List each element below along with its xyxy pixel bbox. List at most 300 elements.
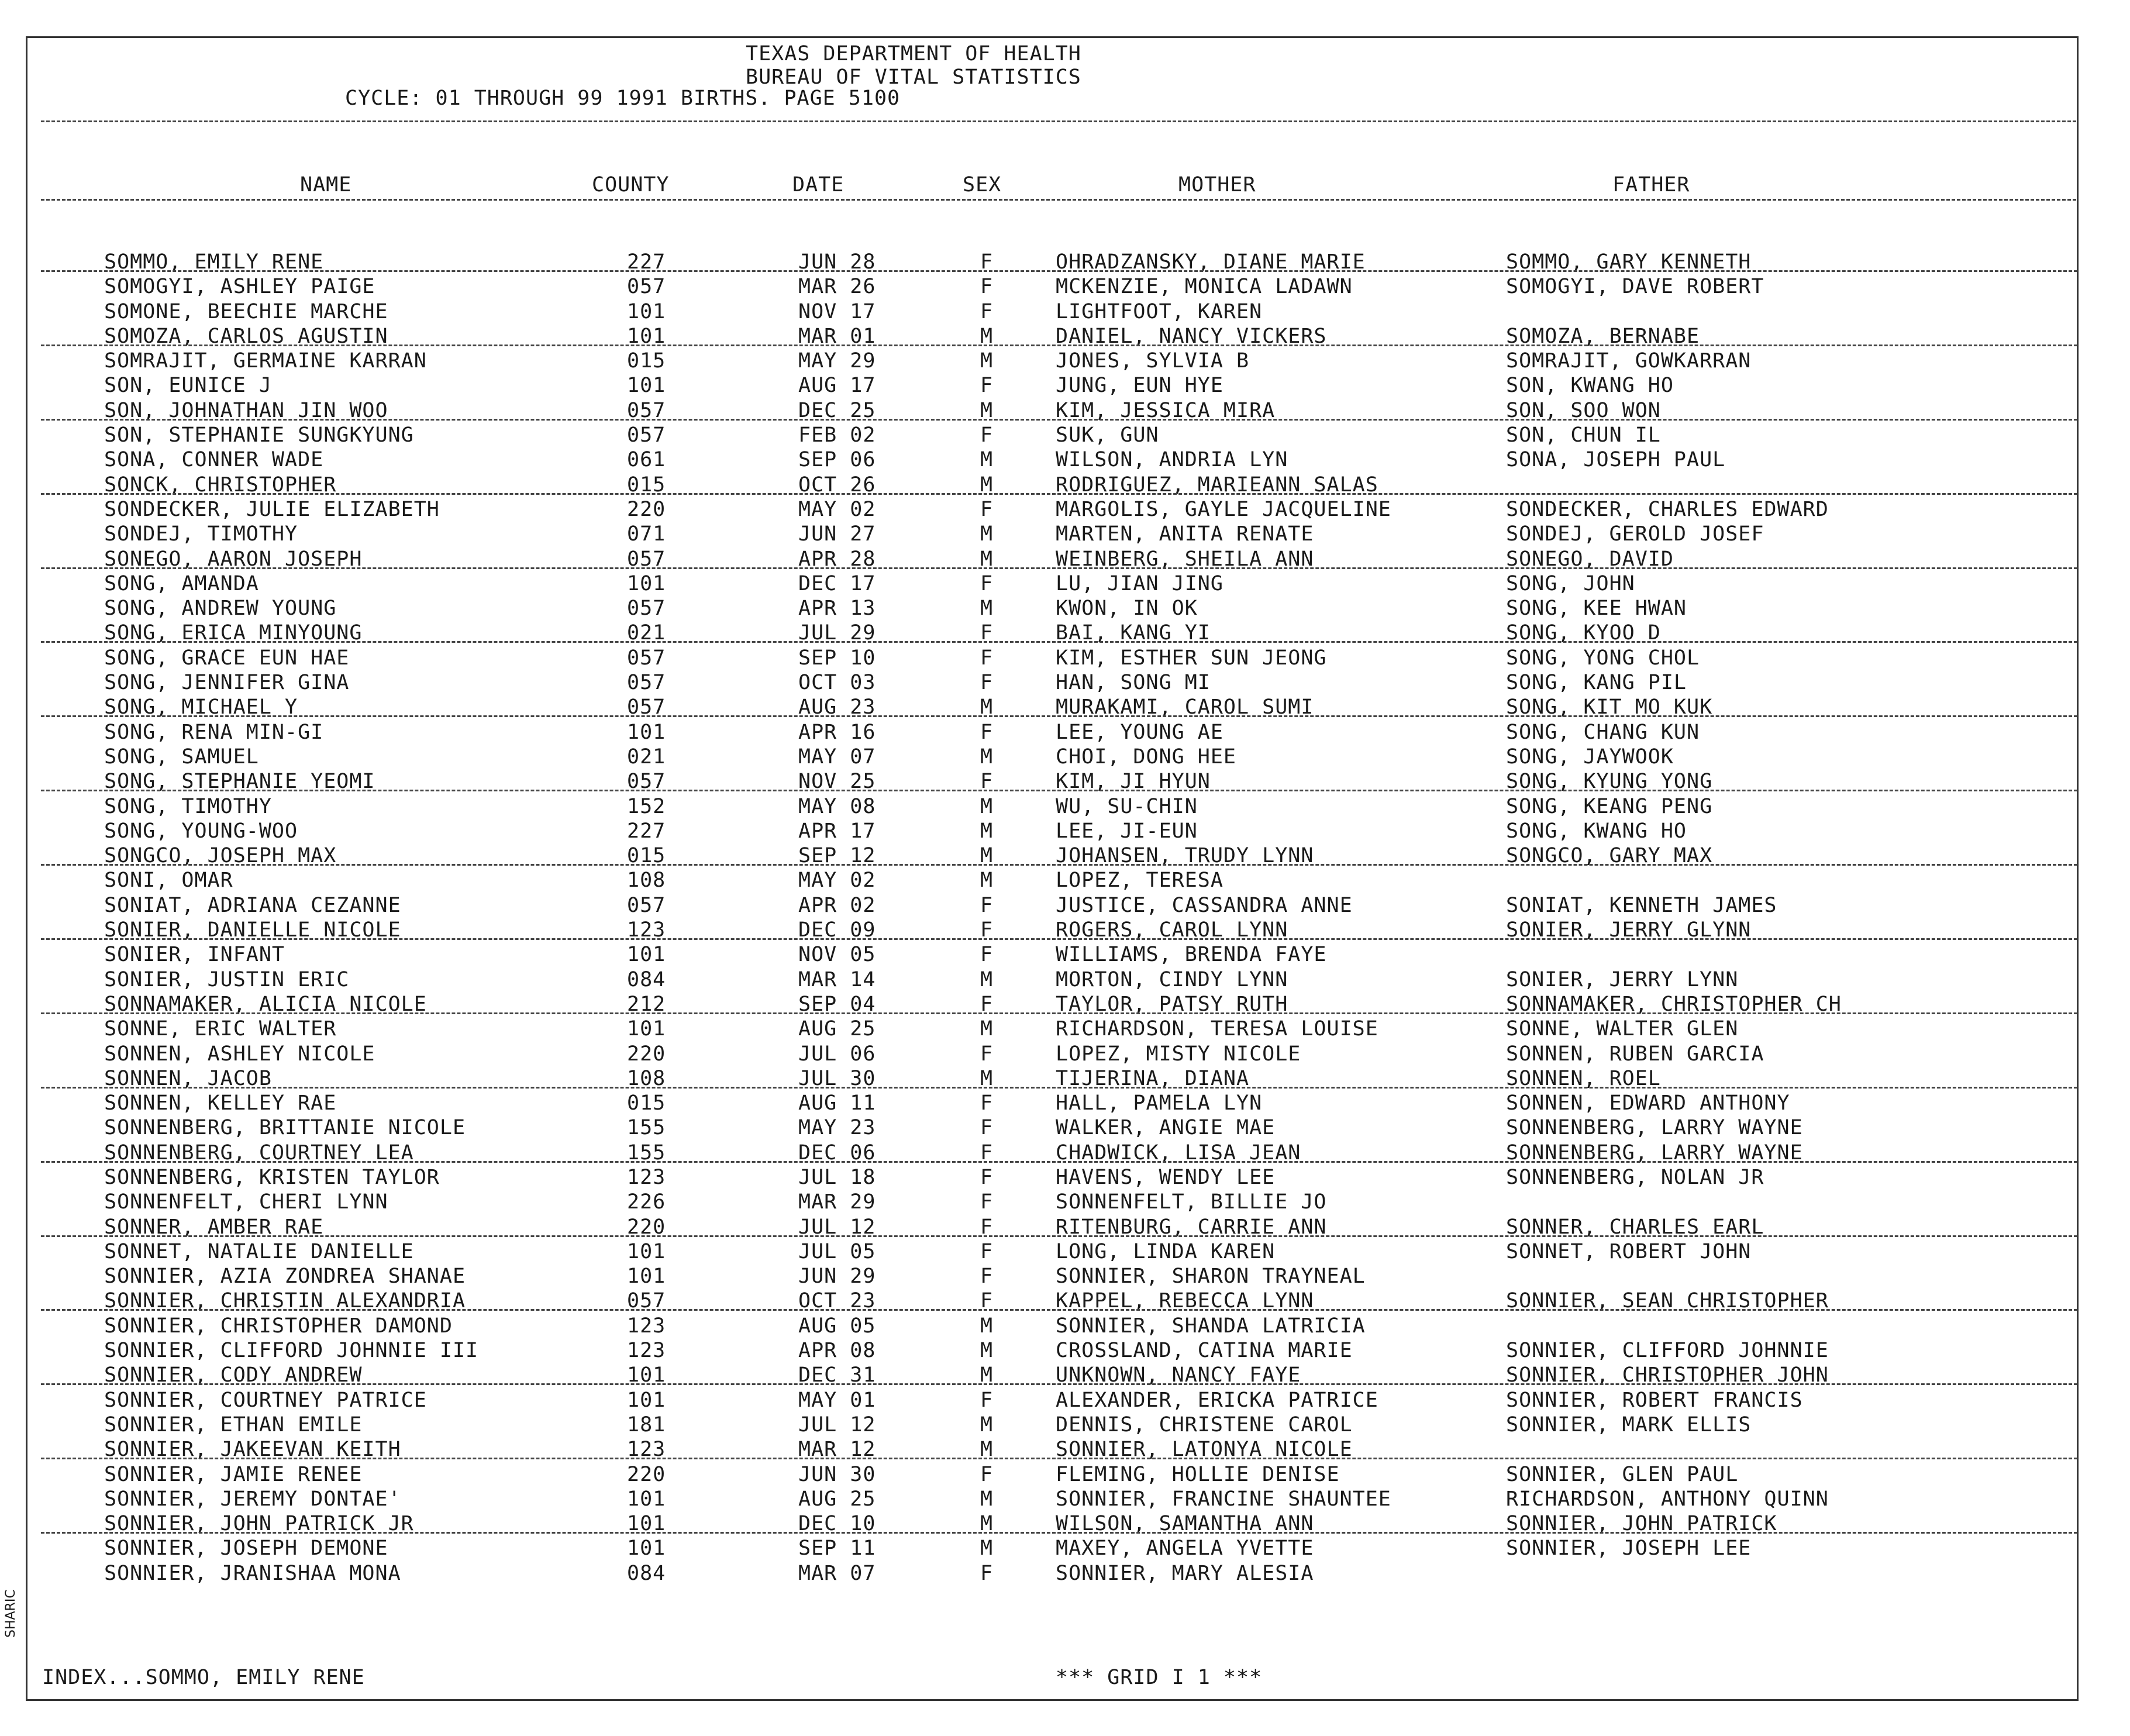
cell-county: 057: [627, 547, 666, 571]
cell-sex: M: [980, 547, 994, 571]
cell-date: APR 17: [798, 819, 876, 843]
cell-mother: WILLIAMS, BRENDA FAYE: [1056, 943, 1327, 967]
cell-father: SONNIER, GLEN PAUL: [1506, 1462, 1739, 1486]
cell-mother: WEINBERG, SHEILA ANN: [1056, 547, 1314, 571]
cell-sex: F: [980, 992, 994, 1016]
cell-date: DEC 25: [798, 398, 876, 422]
table-row: [0, 275, 2130, 299]
cell-mother: LEE, JI-EUN: [1056, 819, 1198, 843]
cell-county: 015: [627, 349, 666, 373]
cell-sex: M: [980, 448, 994, 472]
cell-sex: F: [980, 770, 994, 794]
cell-sex: F: [980, 1190, 994, 1214]
cell-county: 057: [627, 1289, 666, 1313]
cell-name: SONIER, JUSTIN ERIC: [104, 967, 350, 991]
cell-county: 101: [627, 1363, 666, 1387]
cell-county: 123: [627, 918, 666, 942]
cell-sex: M: [980, 869, 994, 893]
cell-name: SONNIER, JAKEEVAN KEITH: [104, 1438, 401, 1462]
cell-sex: F: [980, 1042, 994, 1066]
table-row: [0, 1215, 2130, 1240]
cell-county: 227: [627, 250, 666, 274]
cell-father: SONNET, ROBERT JOHN: [1506, 1239, 1752, 1263]
cell-father: SONNEN, ROEL: [1506, 1066, 1661, 1090]
cell-mother: MCKENZIE, MONICA LADAWN: [1056, 275, 1353, 299]
cell-name: SONNIER, CODY ANDREW: [104, 1363, 363, 1387]
cell-date: MAY 23: [798, 1116, 876, 1140]
column-header-name: NAME: [300, 173, 352, 197]
cell-name: SONCK, CHRISTOPHER: [104, 473, 337, 497]
table-row: [0, 1042, 2130, 1067]
cell-sex: F: [980, 1239, 994, 1263]
cell-father: SONG, KYOO D: [1506, 621, 1661, 645]
cell-sex: F: [980, 1165, 994, 1189]
cell-date: MAY 01: [798, 1388, 876, 1412]
table-row: [0, 1438, 2130, 1462]
side-label: SHARIC: [4, 1589, 18, 1638]
cell-mother: CHADWICK, LISA JEAN: [1056, 1141, 1301, 1165]
cell-mother: ALEXANDER, ERICKA PATRICE: [1056, 1388, 1378, 1412]
cell-name: SONNIER, JOSEPH DEMONE: [104, 1537, 388, 1561]
cell-date: MAR 07: [798, 1561, 876, 1585]
cell-county: 101: [627, 299, 666, 323]
cell-father: SONNIER, SEAN CHRISTOPHER: [1506, 1289, 1829, 1313]
cell-date: JUL 05: [798, 1239, 876, 1263]
cell-sex: M: [980, 1363, 994, 1387]
cell-county: 155: [627, 1116, 666, 1140]
cell-mother: RITENBURG, CARRIE ANN: [1056, 1215, 1327, 1239]
cell-sex: M: [980, 967, 994, 991]
cell-county: 101: [627, 374, 666, 398]
cell-sex: M: [980, 844, 994, 868]
index-footer: INDEX...SOMMO, EMILY RENE: [42, 1666, 365, 1689]
cell-county: 061: [627, 448, 666, 472]
table-row: [0, 695, 2130, 720]
table-row: [0, 993, 2130, 1017]
cell-sex: F: [980, 1289, 994, 1313]
table-row: [0, 819, 2130, 844]
cell-sex: F: [980, 423, 994, 447]
cell-sex: F: [980, 1116, 994, 1140]
cell-mother: OHRADZANSKY, DIANE MARIE: [1056, 250, 1366, 274]
cell-county: 101: [627, 1537, 666, 1561]
cell-mother: LU, JIAN JING: [1056, 571, 1223, 595]
table-row: [0, 844, 2130, 869]
cell-county: 084: [627, 1561, 666, 1585]
table-row: [0, 1289, 2130, 1314]
cell-sex: M: [980, 819, 994, 843]
column-header-sex: SEX: [963, 173, 1002, 197]
cell-sex: M: [980, 695, 994, 719]
cell-name: SONNIER, ETHAN EMILE: [104, 1413, 363, 1437]
cell-date: DEC 09: [798, 918, 876, 942]
column-header-county: COUNTY: [592, 173, 670, 197]
cell-county: 101: [627, 571, 666, 595]
cell-county: 101: [627, 1487, 666, 1511]
table-row: [0, 1389, 2130, 1413]
cell-date: MAY 07: [798, 745, 876, 769]
cell-date: SEP 06: [798, 448, 876, 472]
cell-sex: F: [980, 299, 994, 323]
cell-county: 212: [627, 992, 666, 1016]
table-row: [0, 374, 2130, 398]
cell-date: SEP 12: [798, 844, 876, 868]
table-row: [0, 498, 2130, 522]
cell-mother: SONNENFELT, BILLIE JO: [1056, 1190, 1327, 1214]
cell-county: 101: [627, 720, 666, 744]
cell-sex: F: [980, 621, 994, 645]
table-row: [0, 671, 2130, 695]
cell-name: SONNIER, JEREMY DONTAE': [104, 1487, 401, 1511]
cell-name: SONNIER, CHRISTIN ALEXANDRIA: [104, 1289, 466, 1313]
cell-county: 108: [627, 869, 666, 893]
cell-name: SONG, STEPHANIE YEOMI: [104, 770, 375, 794]
cell-date: APR 28: [798, 547, 876, 571]
cell-county: 057: [627, 893, 666, 917]
cell-sex: F: [980, 1388, 994, 1412]
cell-name: SONGCO, JOSEPH MAX: [104, 844, 337, 868]
column-header-divider: [41, 199, 2076, 201]
cell-sex: M: [980, 473, 994, 497]
cell-name: SONG, SAMUEL: [104, 745, 259, 769]
cell-date: JUL 30: [798, 1066, 876, 1090]
cell-county: 084: [627, 967, 666, 991]
cell-sex: M: [980, 597, 994, 621]
cell-county: 101: [627, 1265, 666, 1289]
cell-mother: MORTON, CINDY LYNN: [1056, 967, 1288, 991]
cell-mother: ROGERS, CAROL LYNN: [1056, 918, 1288, 942]
cell-county: 227: [627, 819, 666, 843]
cell-sex: F: [980, 275, 994, 299]
cell-father: SONG, KEANG PENG: [1506, 794, 1713, 818]
cell-name: SOMRAJIT, GERMAINE KARRAN: [104, 349, 427, 373]
table-row: [0, 943, 2130, 967]
cycle-line: CYCLE: 01 THROUGH 99 1991 BIRTHS. PAGE 5100: [345, 87, 901, 110]
cell-mother: RODRIGUEZ, MARIEANN SALAS: [1056, 473, 1378, 497]
cell-date: JUN 28: [798, 250, 876, 274]
cell-county: 123: [627, 1165, 666, 1189]
cell-name: SONDEJ, TIMOTHY: [104, 522, 298, 546]
cell-county: 071: [627, 522, 666, 546]
cell-mother: MURAKAMI, CAROL SUMI: [1056, 695, 1314, 719]
cell-sex: M: [980, 324, 994, 348]
cell-sex: F: [980, 671, 994, 695]
cell-father: SONGCO, GARY MAX: [1506, 844, 1713, 868]
cell-father: SOMRAJIT, GOWKARRAN: [1506, 349, 1752, 373]
table-row: [0, 968, 2130, 993]
cell-date: DEC 17: [798, 571, 876, 595]
cell-date: JUL 12: [798, 1413, 876, 1437]
cell-sex: M: [980, 1438, 994, 1462]
table-row: [0, 1363, 2130, 1388]
cell-sex: M: [980, 1487, 994, 1511]
cell-name: SONIAT, ADRIANA CEZANNE: [104, 893, 401, 917]
cell-date: MAY 02: [798, 869, 876, 893]
birth-records-table: [0, 250, 2130, 1586]
cell-mother: KIM, ESTHER SUN JEONG: [1056, 646, 1327, 670]
cell-name: SOMOGYI, ASHLEY PAIGE: [104, 275, 375, 299]
cell-father: SONG, KEE HWAN: [1506, 597, 1687, 621]
cell-name: SONG, GRACE EUN HAE: [104, 646, 350, 670]
cell-date: NOV 05: [798, 943, 876, 967]
cell-date: OCT 23: [798, 1289, 876, 1313]
cell-name: SONNIER, JRANISHAA MONA: [104, 1561, 401, 1585]
cell-name: SONNENFELT, CHERI LYNN: [104, 1190, 388, 1214]
cell-name: SONG, JENNIFER GINA: [104, 671, 350, 695]
table-row: [0, 1067, 2130, 1091]
cell-county: 057: [627, 398, 666, 422]
cell-date: DEC 31: [798, 1363, 876, 1387]
cell-mother: SUK, GUN: [1056, 423, 1159, 447]
cell-mother: JUNG, EUN HYE: [1056, 374, 1223, 398]
cell-name: SONNE, ERIC WALTER: [104, 1017, 337, 1041]
table-row: [0, 597, 2130, 621]
table-row: [0, 572, 2130, 597]
cell-name: SONNEN, KELLEY RAE: [104, 1091, 337, 1115]
cell-name: SONIER, INFANT: [104, 943, 285, 967]
cell-sex: M: [980, 794, 994, 818]
cell-sex: F: [980, 1265, 994, 1289]
table-row: [0, 745, 2130, 770]
cell-father: SOMMO, GARY KENNETH: [1506, 250, 1752, 274]
cell-father: SONG, KIT MO KUK: [1506, 695, 1713, 719]
table-row: [0, 1091, 2130, 1116]
column-header-date: DATE: [792, 173, 845, 197]
cell-mother: CHOI, DONG HEE: [1056, 745, 1237, 769]
cell-name: SONNIER, JAMIE RENEE: [104, 1462, 363, 1486]
cell-father: SON, CHUN IL: [1506, 423, 1661, 447]
table-row: [0, 473, 2130, 498]
table-row: [0, 894, 2130, 918]
cell-county: 123: [627, 1339, 666, 1363]
cell-date: OCT 26: [798, 473, 876, 497]
cell-mother: UNKNOWN, NANCY FAYE: [1056, 1363, 1301, 1387]
cell-name: SONNEN, ASHLEY NICOLE: [104, 1042, 375, 1066]
cell-sex: M: [980, 1537, 994, 1561]
table-row: [0, 1487, 2130, 1512]
cell-sex: M: [980, 522, 994, 546]
cell-date: JUL 18: [798, 1165, 876, 1189]
cell-father: SONDEJ, GEROLD JOSEF: [1506, 522, 1764, 546]
cell-sex: F: [980, 720, 994, 744]
cell-father: SONNER, CHARLES EARL: [1506, 1215, 1764, 1239]
cell-county: 101: [627, 1388, 666, 1412]
cell-name: SONNET, NATALIE DANIELLE: [104, 1239, 414, 1263]
cell-county: 123: [627, 1314, 666, 1338]
cell-county: 057: [627, 646, 666, 670]
cell-sex: F: [980, 374, 994, 398]
cell-mother: TAYLOR, PATSY RUTH: [1056, 992, 1288, 1016]
cell-mother: LOPEZ, TERESA: [1056, 869, 1223, 893]
cell-father: SONA, JOSEPH PAUL: [1506, 448, 1726, 472]
cell-date: JUL 29: [798, 621, 876, 645]
cell-father: SON, KWANG HO: [1506, 374, 1674, 398]
cell-father: SOMOGYI, DAVE ROBERT: [1506, 275, 1764, 299]
cell-sex: F: [980, 1215, 994, 1239]
cell-name: SONNIER, COURTNEY PATRICE: [104, 1388, 427, 1412]
cell-county: 101: [627, 1017, 666, 1041]
cell-name: SONNENBERG, COURTNEY LEA: [104, 1141, 414, 1165]
table-row: [0, 918, 2130, 943]
cell-date: AUG 25: [798, 1487, 876, 1511]
cell-mother: CROSSLAND, CATINA MARIE: [1056, 1339, 1353, 1363]
cell-county: 152: [627, 794, 666, 818]
cell-county: 057: [627, 597, 666, 621]
cell-date: SEP 10: [798, 646, 876, 670]
cell-father: SOMOZA, BERNABE: [1506, 324, 1700, 348]
cell-father: SONG, KYUNG YONG: [1506, 770, 1713, 794]
cell-name: SONEGO, AARON JOSEPH: [104, 547, 363, 571]
cell-mother: JONES, SYLVIA B: [1056, 349, 1250, 373]
cell-county: 015: [627, 1091, 666, 1115]
cell-mother: KIM, JI HYUN: [1056, 770, 1211, 794]
cell-county: 101: [627, 324, 666, 348]
cell-date: OCT 03: [798, 671, 876, 695]
cell-name: SONNAMAKER, ALICIA NICOLE: [104, 992, 427, 1016]
cell-county: 220: [627, 1462, 666, 1486]
cell-name: SONG, RENA MIN-GI: [104, 720, 324, 744]
cell-father: SONNENBERG, LARRY WAYNE: [1506, 1141, 1803, 1165]
cell-mother: KIM, JESSICA MIRA: [1056, 398, 1276, 422]
cell-county: 108: [627, 1066, 666, 1090]
cell-date: AUG 11: [798, 1091, 876, 1115]
table-row: [0, 250, 2130, 275]
cell-mother: HAN, SONG MI: [1056, 671, 1211, 695]
cell-father: SONNAMAKER, CHRISTOPHER CH: [1506, 992, 1842, 1016]
cell-name: SONI, OMAR: [104, 869, 233, 893]
cell-father: SON, SOO WON: [1506, 398, 1661, 422]
table-row: [0, 547, 2130, 572]
cell-name: SON, EUNICE J: [104, 374, 272, 398]
table-row: [0, 1017, 2130, 1042]
table-row: [0, 1265, 2130, 1289]
table-row: [0, 1339, 2130, 1363]
cell-mother: DANIEL, NANCY VICKERS: [1056, 324, 1327, 348]
cell-sex: M: [980, 1314, 994, 1338]
cell-mother: DENNIS, CHRISTENE CAROL: [1056, 1413, 1353, 1437]
table-row: [0, 1166, 2130, 1190]
cell-name: SONG, AMANDA: [104, 571, 259, 595]
cell-father: SONNIER, JOHN PATRICK: [1506, 1512, 1777, 1536]
cell-sex: M: [980, 1066, 994, 1090]
grid-footer: *** GRID I 1 ***: [1056, 1666, 1263, 1689]
cell-county: 123: [627, 1438, 666, 1462]
table-row: [0, 1314, 2130, 1339]
cell-date: NOV 25: [798, 770, 876, 794]
cell-date: AUG 05: [798, 1314, 876, 1338]
cell-date: MAY 08: [798, 794, 876, 818]
cell-mother: LIGHTFOOT, KAREN: [1056, 299, 1263, 323]
table-row: [0, 325, 2130, 349]
cell-county: 021: [627, 745, 666, 769]
table-row: [0, 300, 2130, 325]
table-row: [0, 349, 2130, 374]
cell-county: 220: [627, 1215, 666, 1239]
cell-county: 015: [627, 473, 666, 497]
cell-father: SONG, YONG CHOL: [1506, 646, 1700, 670]
cell-sex: F: [980, 250, 994, 274]
cell-county: 155: [627, 1141, 666, 1165]
cell-mother: LEE, YOUNG AE: [1056, 720, 1223, 744]
cell-date: AUG 23: [798, 695, 876, 719]
cell-name: SONNIER, AZIA ZONDREA SHANAE: [104, 1265, 466, 1289]
table-row: [0, 621, 2130, 646]
cell-date: AUG 17: [798, 374, 876, 398]
cell-mother: WALKER, ANGIE MAE: [1056, 1116, 1276, 1140]
cell-father: SONDECKER, CHARLES EDWARD: [1506, 497, 1829, 521]
cell-sex: F: [980, 893, 994, 917]
table-row: [0, 1116, 2130, 1141]
cell-father: SONG, JOHN: [1506, 571, 1635, 595]
table-row: [0, 1240, 2130, 1265]
cell-date: APR 02: [798, 893, 876, 917]
table-row: [0, 646, 2130, 671]
cell-father: SONNENBERG, LARRY WAYNE: [1506, 1116, 1803, 1140]
cell-mother: FLEMING, HOLLIE DENISE: [1056, 1462, 1340, 1486]
cell-mother: MARTEN, ANITA RENATE: [1056, 522, 1314, 546]
cell-county: 021: [627, 621, 666, 645]
cell-father: SONNIER, CHRISTOPHER JOHN: [1506, 1363, 1829, 1387]
cell-county: 226: [627, 1190, 666, 1214]
cell-date: NOV 17: [798, 299, 876, 323]
cell-mother: WILSON, SAMANTHA ANN: [1056, 1512, 1314, 1536]
department-title: TEXAS DEPARTMENT OF HEALTH: [746, 42, 1081, 66]
cell-date: JUN 30: [798, 1462, 876, 1486]
cell-father: SONG, KANG PIL: [1506, 671, 1687, 695]
cell-name: SONNIER, CLIFFORD JOHNNIE III: [104, 1339, 479, 1363]
cell-mother: SONNIER, FRANCINE SHAUNTEE: [1056, 1487, 1391, 1511]
cell-date: APR 08: [798, 1339, 876, 1363]
cell-date: MAR 26: [798, 275, 876, 299]
cell-date: DEC 10: [798, 1512, 876, 1536]
cell-county: 057: [627, 671, 666, 695]
cell-father: SONNIER, JOSEPH LEE: [1506, 1537, 1752, 1561]
table-row: [0, 795, 2130, 819]
column-header-father: FATHER: [1612, 173, 1690, 197]
cell-date: MAR 14: [798, 967, 876, 991]
cell-father: SONIER, JERRY GLYNN: [1506, 918, 1752, 942]
cell-date: JUL 12: [798, 1215, 876, 1239]
cell-date: MAY 02: [798, 497, 876, 521]
table-row: [0, 1512, 2130, 1537]
cell-mother: SONNIER, SHARON TRAYNEAL: [1056, 1265, 1366, 1289]
cell-county: 220: [627, 1042, 666, 1066]
table-row: [0, 1413, 2130, 1438]
cell-mother: WU, SU-CHIN: [1056, 794, 1198, 818]
cell-date: MAR 12: [798, 1438, 876, 1462]
cell-father: SONG, JAYWOOK: [1506, 745, 1674, 769]
table-row: [0, 1141, 2130, 1166]
cell-name: SOMOZA, CARLOS AGUSTIN: [104, 324, 388, 348]
cell-father: SONIER, JERRY LYNN: [1506, 967, 1739, 991]
table-row: [0, 1463, 2130, 1487]
cell-mother: LOPEZ, MISTY NICOLE: [1056, 1042, 1301, 1066]
cell-date: SEP 04: [798, 992, 876, 1016]
cell-county: 015: [627, 844, 666, 868]
cell-date: MAR 29: [798, 1190, 876, 1214]
cell-name: SONG, ERICA MINYOUNG: [104, 621, 363, 645]
cell-sex: F: [980, 943, 994, 967]
table-row: [0, 721, 2130, 745]
cell-name: SON, JOHNATHAN JIN WOO: [104, 398, 388, 422]
cell-mother: SONNIER, MARY ALESIA: [1056, 1561, 1314, 1585]
cell-county: 101: [627, 1239, 666, 1263]
cell-name: SON, STEPHANIE SUNGKYUNG: [104, 423, 414, 447]
column-header-mother: MOTHER: [1178, 173, 1256, 197]
cell-name: SONG, TIMOTHY: [104, 794, 272, 818]
cell-name: SONA, CONNER WADE: [104, 448, 324, 472]
cell-mother: TIJERINA, DIANA: [1056, 1066, 1250, 1090]
